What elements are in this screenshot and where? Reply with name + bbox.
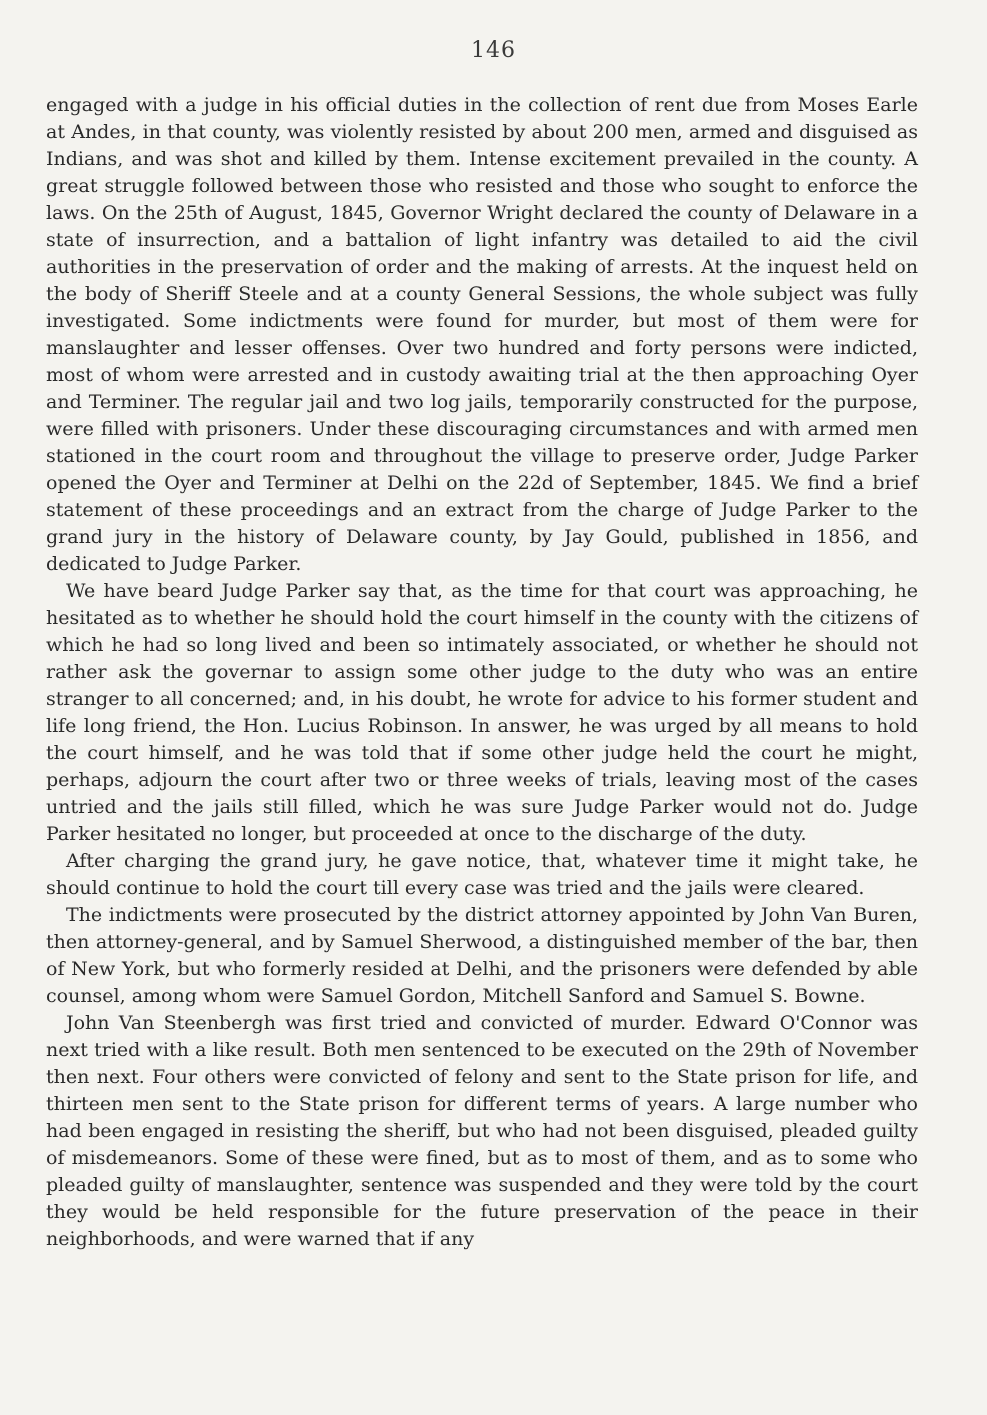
paragraph-2: We have beard Judge Parker say that, as the time for that court was approaching, he hesitated as to whether he should hold the court himself in the county with the citizens of which he had so long lived and been so intimately associated, or whether he should not rather ask the governar to assign some other judge to the duty who was an entire stranger to all concerned; and, in his doubt, he wrote for advice to his former student and life long friend, the Hon. Lucius Robinson. In answer, he was urged by all means to hold the court himself, and he was told that if some other judge held the court he might, perhaps, adjourn the court after two or three weeks of trials, leaving most of the cases untried and the jails still filled, which he was sure Judge Parker would not do. Judge Parker hesitated no longer, but proceeded at once to the discharge of the duty. <box>46 580 918 845</box>
page-body <box>46 92 918 1253</box>
paragraph-5: John Van Steenbergh was first tried and convicted of murder. Edward O'Connor was next tried with a like result. Both men sentenced to be executed on the 29th of November then next. Four others were convicted of felony and sent to the State prison for life, and thirteen men sent to the State prison for different terms of years. A large number who had been engaged in resisting the sheriff, but who had not been disguised, pleaded guilty of misdemeanors. Some of these were fined, but as to most of them, and as to some who pleaded guilty of manslaughter, sentence was suspended and they were told by the court they would be held responsible for the future preservation of the peace in their neighborhoods, and were warned that if any <box>46 1012 918 1250</box>
paragraph-3: After charging the grand jury, he gave notice, that, whatever time it might take, he should continue to hold the court till every case was tried and the jails were cleared. <box>46 850 918 899</box>
paragraph-1: engaged with a judge in his official duties in the collection of rent due from Moses Earle at Andes, in that county, was violently resisted by about 200 men, armed and disguised as Indians, and was shot and killed by them. Intense excitement prevailed in the county. A great struggle followed between those who resisted and those who sought to enforce the laws. On the 25th of August, 1845, Governor Wright declared the county of Delaware in a state of insurrection, and a battalion of light infantry was detailed to aid the civil authorities in the preservation of order and the making of arrests. At the inquest held on the body of Sheriff Steele and at a county General Sessions, the whole subject was fully investigated. Some indictments were found for murder, but most of them were for manslaughter and lesser offenses. Over two hundred and forty persons were indicted, most of whom were arrested and in custody awaiting trial at the then approaching Oyer and Terminer. The regular jail and two log jails, temporarily constructed for the purpose, were filled with prisoners. Under these discouraging circumstances and with armed men stationed in the court room and throughout the village to preserve order, Judge Parker opened the Oyer and Terminer at Delhi on the 22d of September, 1845. We find a brief statement of these proceedings and an extract from the charge of Judge Parker to the grand jury in the history of Delaware county, by Jay Gould, published in 1856, and dedicated to Judge Parker. <box>46 94 918 575</box>
paragraph-4: The indictments were prosecuted by the district attorney appointed by John Van Buren, then attorney-general, and by Samuel Sherwood, a distinguished member of the bar, then of New York, but who formerly resided at Delhi, and the prisoners were defended by able counsel, among whom were Samuel Gordon, Mitchell Sanford and Samuel S. Bowne. <box>46 904 918 1007</box>
page-number: 146 <box>471 38 516 63</box>
